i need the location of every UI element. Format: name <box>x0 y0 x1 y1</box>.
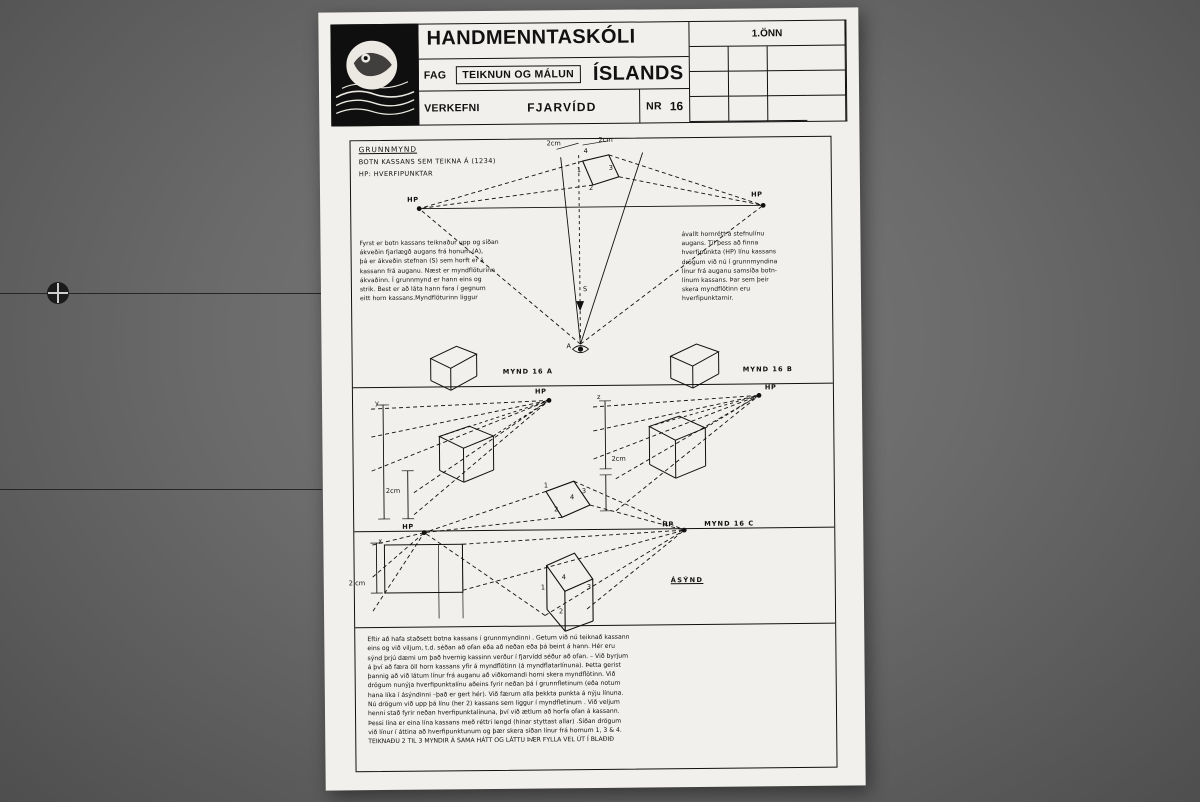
backdrop-hairline-bottom <box>0 489 322 490</box>
subject-row <box>419 56 689 92</box>
label-2cm-left: 2cm <box>385 486 401 495</box>
label-2cm-right: 2cm <box>611 454 626 463</box>
caption-mynd-16c: MYND 16 C <box>704 519 755 528</box>
subject-label: FAG <box>423 69 447 82</box>
label-plan-n2: 2 <box>588 183 594 193</box>
label-mid-n2: 2 <box>554 505 559 514</box>
header-grid <box>689 20 847 124</box>
assignment-row <box>419 88 689 125</box>
grid-cell <box>768 96 807 121</box>
label-plan-n4: 4 <box>583 147 588 156</box>
assignment-value: FJARVÍDD <box>527 99 597 115</box>
label-x: x <box>378 537 383 546</box>
school-logo <box>330 24 419 127</box>
grid-cell <box>807 46 846 71</box>
grid-cell <box>729 96 768 121</box>
number-box <box>639 89 689 122</box>
caption-mynd-16a: MYND 16 A <box>502 367 553 376</box>
number-value: 16 <box>669 98 684 113</box>
heading-grunnmynd: GRUNNMYND <box>358 144 418 155</box>
heading-botn: BOTN KASSANS SEM TEIKNA Á (1234) <box>358 156 496 167</box>
label-hp-mid-left: HP <box>534 387 547 396</box>
label-plan-2cm-left: 2cm <box>546 139 561 148</box>
school-name-line1: HANDMENNTASKÓLI <box>426 25 636 50</box>
label-hp-mid-right: HP <box>764 383 777 392</box>
label-a: A <box>566 342 572 351</box>
paragraph-left: Fyrst er botn kassans teiknaður upp og síðan ákveðin fjarlægð augans frá honum (A), þá er ákveðin stefnan (S) sem horft er á kassann frá auganu. Næst er myndflöturinn ákvaðinn. Í grunnmynd er hann eins og strik. Best er að láta hann fara í gegnum eitt horn kassans.Myndflöturinn liggur <box>359 238 499 303</box>
label-hp-plan-right: HP <box>751 190 763 199</box>
term-label: 1.ÖNN <box>689 21 845 47</box>
label-bot-n2: 2 <box>558 607 564 616</box>
label-hp-low-right: HP <box>662 520 674 529</box>
grid-cell <box>690 47 729 72</box>
registration-mark-top <box>47 282 69 304</box>
caption-mynd-16b: MYND 16 B <box>742 365 793 374</box>
grid-cell <box>807 71 846 96</box>
label-bot-n1: 1 <box>540 583 546 592</box>
grid-cell <box>768 71 807 96</box>
label-plan-n3: 3 <box>608 163 614 172</box>
label-plan-n1: 1 <box>576 166 582 175</box>
grid-cell <box>768 46 807 71</box>
label-mid-n4: 4 <box>569 493 575 502</box>
label-mid-n3: 3 <box>581 487 587 496</box>
label-bot-n3: 3 <box>586 583 592 592</box>
grid-cell <box>807 96 846 121</box>
label-s: S <box>582 285 588 294</box>
school-name-line2: ÍSLANDS <box>592 61 684 85</box>
label-bot-n4: 4 <box>561 573 566 582</box>
paragraph-right: ávallt hornrétt á stefnulínu augans. Til þess að finna hverfipunkta (HP) línu kassans drögum við nú í grunnmyndina línur frá auganu samsíða botn- línum kassans. Þar sem þeir skera myndflötinn eru hverfipunktarnir. <box>681 230 778 303</box>
label-mid-n1: 1 <box>543 481 549 490</box>
header-title-block <box>418 21 690 126</box>
assignment-label: VERKEFNI <box>424 101 480 115</box>
label-plan-2cm-right: 2cm <box>598 135 613 144</box>
label-z: z <box>596 392 601 401</box>
label-y: y <box>374 399 379 408</box>
heading-hp: HP: HVERFIPUNKTAR <box>358 169 434 179</box>
number-label: NR <box>646 99 662 112</box>
grid-cell <box>729 71 768 96</box>
grid-cell <box>690 72 729 97</box>
label-hp-plan-left: HP <box>407 195 419 204</box>
worksheet-page <box>318 7 865 790</box>
label-hp-low-left: HP <box>402 522 414 531</box>
label-2cm-bottom: 2 cm <box>348 579 366 588</box>
worksheet-frame <box>350 136 838 773</box>
grid-cell <box>729 46 768 71</box>
caption-asynd: ÁSÝND <box>670 575 704 585</box>
grid-cell <box>690 97 729 122</box>
sheet-header <box>330 20 847 133</box>
paragraph-bottom: Eftir að hafa staðsett botna kassans í grunnmyndinni . Getum við nú teiknað kassann eins og við viljum, t.d. séðan að ofan eða að neðan eða þá beint á hann. Hér eru sýnd þrjú dæmi um það hvernig kassinn verður í fjarvídd séður að ofan. – Við byrjum á því að færa öll horn kassans yfir á myndflötinn (á myndflatarlínuna). Þetta gerist þannig að við látum línur frá auganu að viðkomandi horni skera myndflötinn. Við drögum nunýja hverfipunktalínu aðeins fyrir neðan þá í grunnfletinum (eða notum hana líka í ásýndinni –það er gert hér). Við færum alla þekkta punkta á nýju línuna. Nú drögum við upp þá línu (her 2) kassans sem liggur í myndfletinum . Við veljum henni stað fyrir neðan hverfipunktalínuna, því við ætlum að horfa ofan á kassann. Þessi lína er eina lína kassans með réttri lengd (hinar styttast allar) .Síðan drögum við línur í áttina að hverfipunktunum og þær skera síðan línur frá hornum 1, 3 & 4. TEIKNAÐU 2 TIL 3 MYNDIR Á SAMA HÁTT OG LÁTTU ÞÆR FYLLA VEL ÚT Í BLAÐIÐ <box>367 633 630 746</box>
subject-value: TEIKNUN OG MÁLUN <box>455 65 581 84</box>
